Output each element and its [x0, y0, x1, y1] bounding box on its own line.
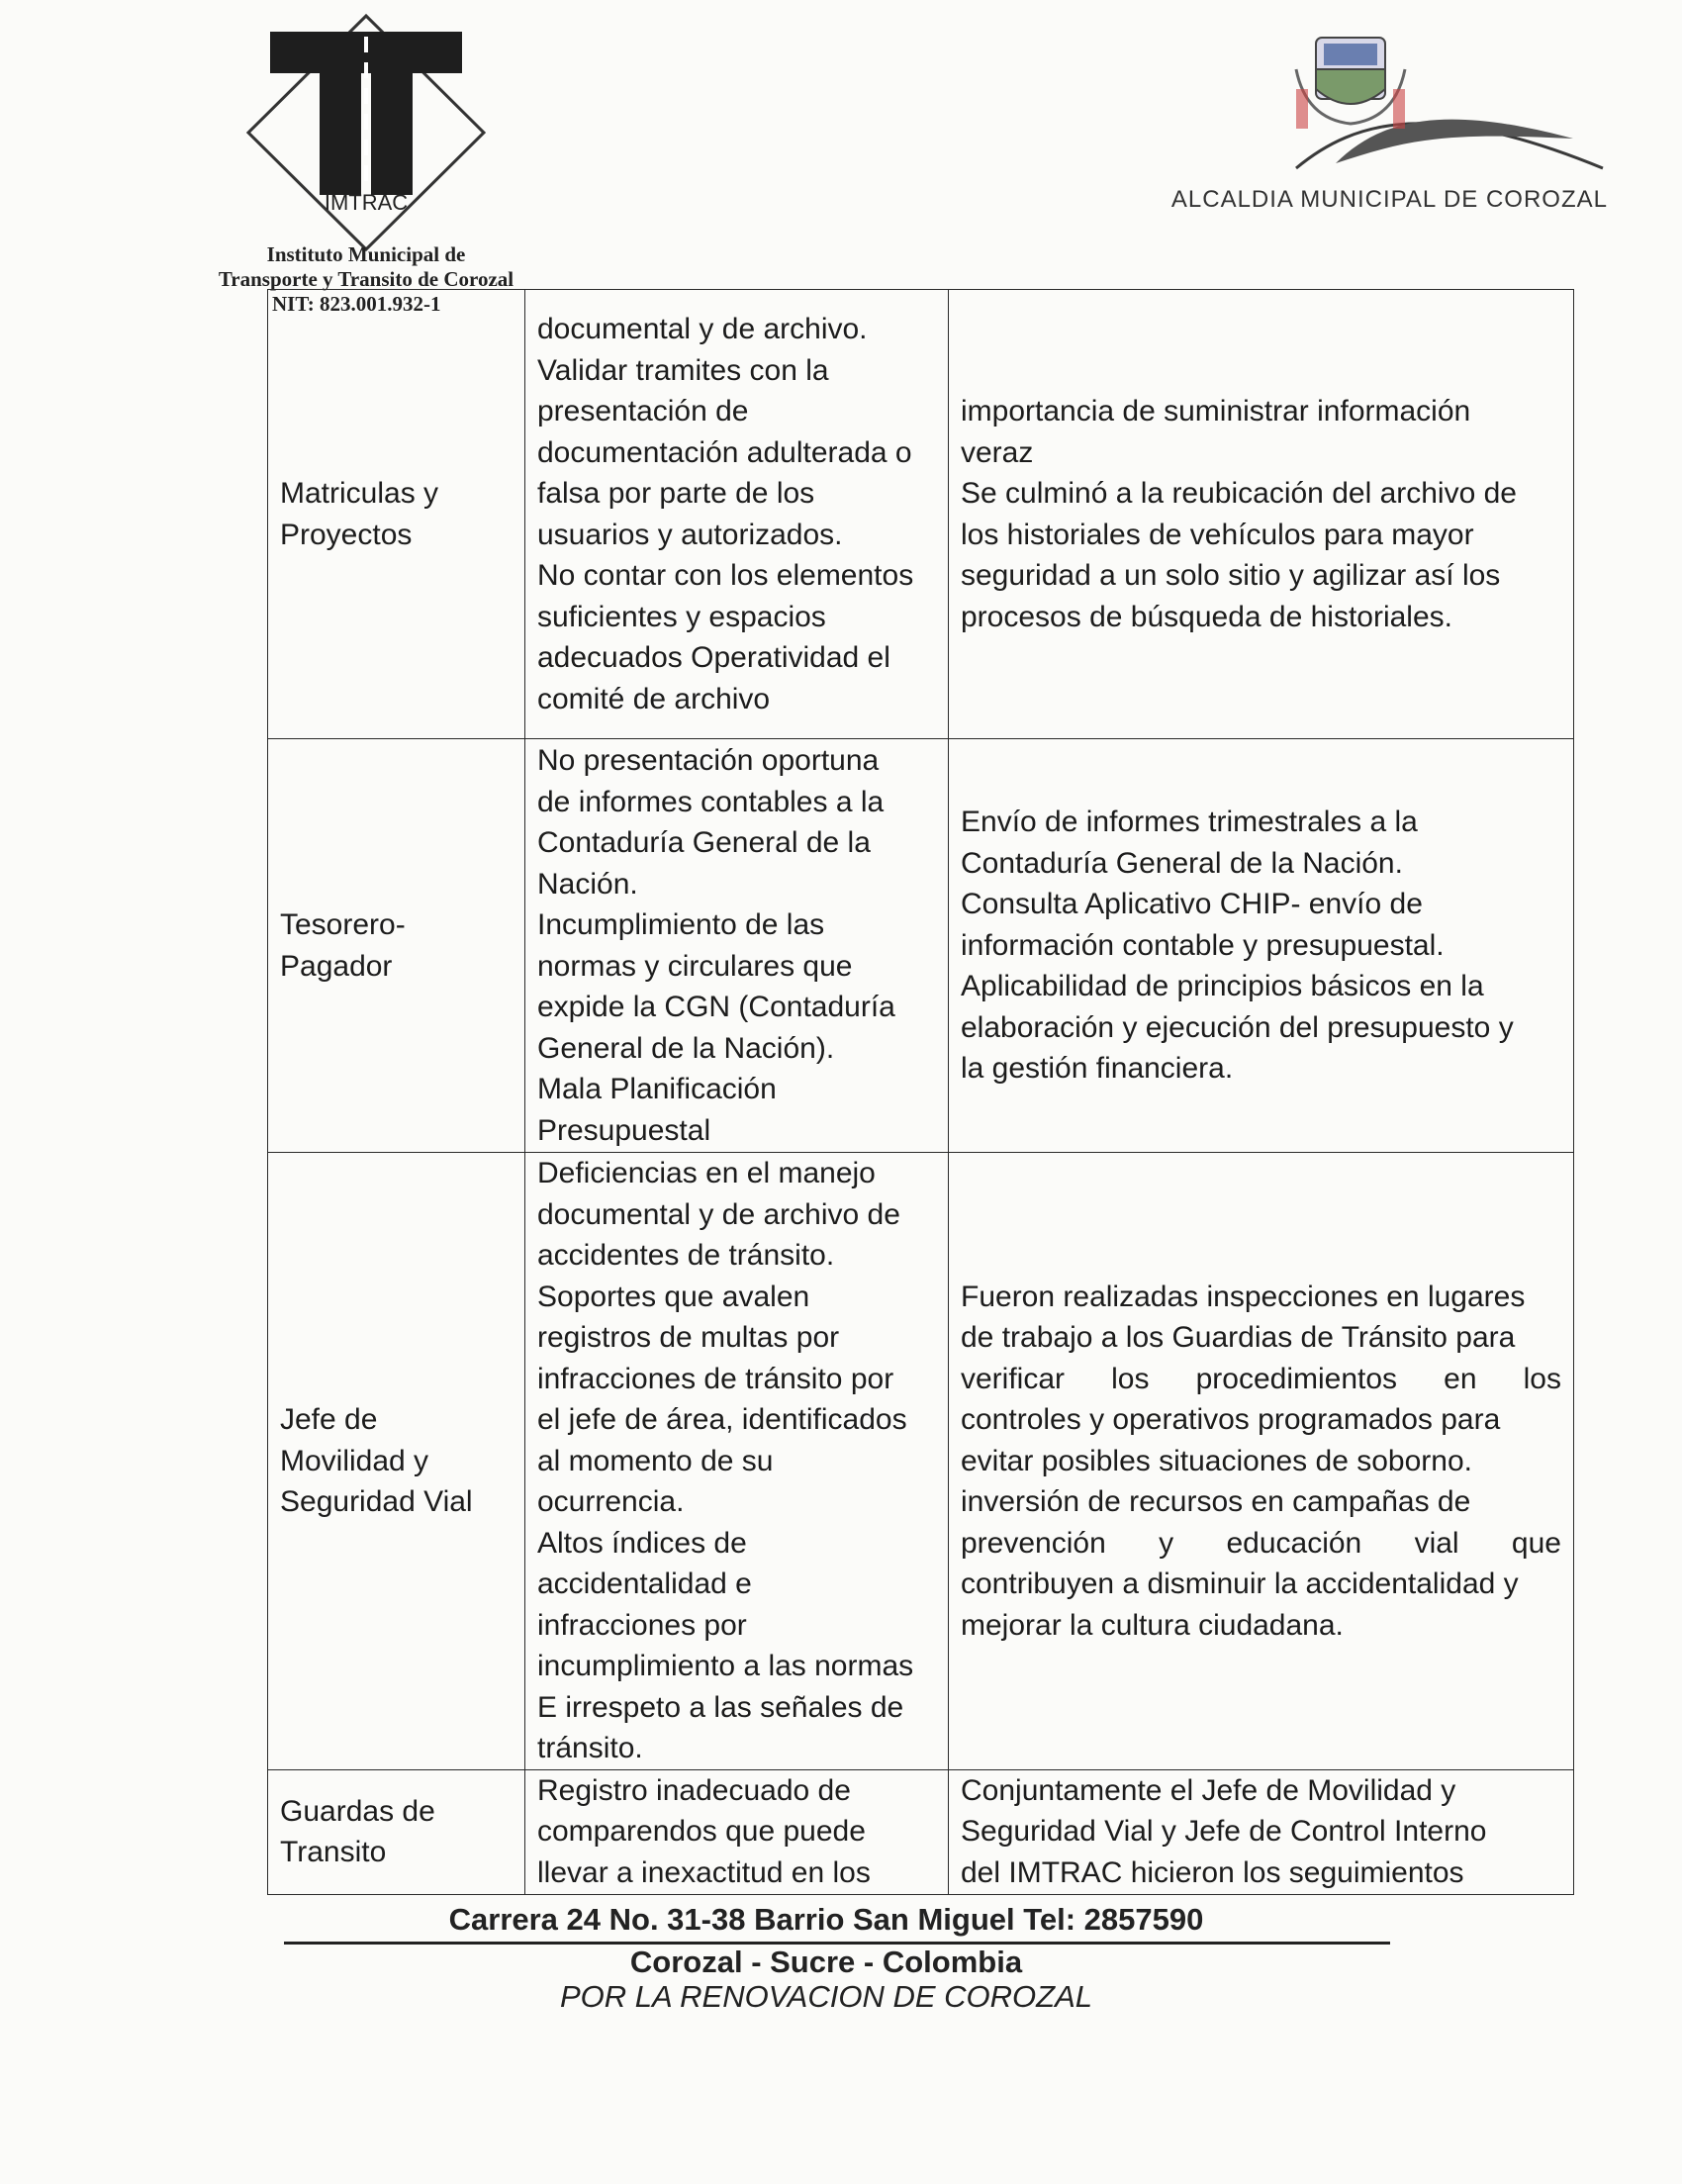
action-line: verificar los procedimientos en los — [961, 1362, 1561, 1395]
risk-line: expide la CGN (Contaduría — [537, 991, 895, 1023]
risk-line: al momento de su — [537, 1444, 774, 1477]
institute-name-line1: Instituto Municipal de — [266, 242, 466, 266]
risk-line: Soportes que avalen — [537, 1280, 810, 1313]
action-line: Fueron realizadas inspecciones en lugares — [961, 1280, 1526, 1313]
risk-line: Incumplimiento de las — [537, 908, 825, 941]
role-cell — [268, 1769, 525, 1894]
risk-line: accidentes de tránsito. — [537, 1239, 835, 1272]
risk-line: Nación. — [537, 867, 638, 901]
alcaldia-crest — [1276, 30, 1623, 178]
risk-line: documental y de archivo. — [537, 313, 868, 345]
risk-line: Presupuestal — [537, 1113, 711, 1147]
risk-line: General de la Nación). — [537, 1031, 835, 1065]
risk-line: normas y circulares que — [537, 949, 853, 983]
action-line: Seguridad Vial y Jefe de Control Interno — [961, 1815, 1487, 1849]
logo-text: IMTRAC — [324, 190, 409, 215]
risk-line: documentación adulterada o — [537, 435, 912, 469]
risk-line: llevar a inexactitud en los — [537, 1855, 871, 1889]
institute-name-line2: Transporte y Transito de Corozal — [218, 267, 514, 291]
risk-line: comité de archivo — [537, 682, 771, 715]
risk-cell — [525, 1769, 949, 1894]
risk-line: Deficiencias en el manejo — [537, 1157, 876, 1189]
risk-cell — [525, 739, 949, 1153]
action-line: seguridad a un solo sitio y agilizar así los — [961, 559, 1501, 592]
action-cell — [949, 290, 1574, 739]
risk-line: incumplimiento a las normas — [537, 1650, 914, 1682]
risk-line: suficientes y espacios — [537, 600, 826, 633]
action-line: prevención y educación vial que — [961, 1526, 1561, 1560]
alcaldia-title: ALCALDIA MUNICIPAL DE COROZAL — [1170, 186, 1608, 213]
risk-line: Registro inadecuado de — [537, 1773, 851, 1807]
role-line: Tesorero- — [280, 908, 406, 941]
action-line: Conjuntamente el Jefe de Movilidad y — [961, 1773, 1456, 1807]
risk-line: Mala Planificación — [537, 1073, 777, 1105]
risk-line: No presentación oportuna — [537, 744, 880, 777]
action-cell — [949, 739, 1574, 1153]
role-line: Pagador — [280, 949, 393, 983]
risk-line: tránsito. — [537, 1732, 643, 1764]
action-cell — [949, 1769, 1574, 1894]
action-line: los historiales de vehículos para mayor — [961, 518, 1474, 551]
footer-city: Corozal - Sucre - Colombia — [629, 1945, 1023, 1979]
action-line: Se culminó a la reubicación del archivo de — [961, 477, 1517, 510]
risk-cell — [525, 290, 949, 739]
risk-table — [267, 289, 1574, 1895]
action-line: procesos de búsqueda de historiales. — [961, 600, 1452, 633]
risk-line: comparendos que puede — [537, 1815, 866, 1849]
role-line: Transito — [280, 1836, 387, 1868]
table-row — [268, 1769, 1574, 1894]
table-row — [268, 1153, 1574, 1770]
role-cell — [268, 1153, 525, 1770]
risk-line: adecuados Operatividad el — [537, 641, 890, 674]
risk-line: E irrespeto a las señales de — [537, 1690, 904, 1724]
action-line: veraz — [961, 435, 1034, 469]
risk-line: infracciones por — [537, 1608, 747, 1642]
action-line: de trabajo a los Guardias de Tránsito para — [961, 1321, 1516, 1354]
risk-line: falsa por parte de los — [537, 477, 815, 510]
risk-line: el jefe de área, identificados — [537, 1403, 907, 1436]
action-line: evitar posibles situaciones de soborno. — [961, 1444, 1472, 1477]
footer-address: Carrera 24 No. 31-38 Barrio San Miguel Tel: 2857590 — [448, 1902, 1204, 1937]
role-line: Movilidad y — [280, 1444, 429, 1477]
risk-line: accidentalidad e — [537, 1567, 752, 1600]
risk-line: registros de multas por — [537, 1321, 840, 1354]
imtrac-logo — [242, 12, 490, 254]
action-cell — [949, 1153, 1574, 1770]
risk-line: Contaduría General de la — [537, 826, 871, 859]
action-line: Aplicabilidad de principios básicos en la — [961, 970, 1484, 1003]
role-line: Proyectos — [280, 518, 413, 551]
role-cell — [268, 739, 525, 1153]
action-line: Consulta Aplicativo CHIP- envío de — [961, 888, 1423, 921]
action-line: elaboración y ejecución del presupuesto y — [961, 1010, 1514, 1044]
action-line: mejorar la cultura ciudadana. — [961, 1608, 1344, 1642]
role-cell — [268, 290, 525, 739]
risk-line: presentación de — [537, 395, 749, 427]
risk-line: ocurrencia. — [537, 1485, 685, 1518]
risk-cell — [525, 1153, 949, 1770]
risk-line: infracciones de tránsito por — [537, 1362, 894, 1395]
action-line: importancia de suministrar información — [961, 395, 1471, 427]
risk-line: Validar tramites con la — [537, 353, 829, 387]
institute-nit: NIT: 823.001.932-1 — [272, 292, 441, 316]
risk-line: No contar con los elementos — [537, 559, 914, 592]
action-line: Contaduría General de la Nación. — [961, 846, 1403, 880]
role-line: Guardas de — [280, 1794, 435, 1828]
table-row — [268, 290, 1574, 739]
role-line: Jefe de — [280, 1403, 378, 1436]
action-line: inversión de recursos en campañas de — [961, 1485, 1471, 1518]
role-line: Matriculas y — [280, 477, 439, 510]
role-line: Seguridad Vial — [280, 1485, 473, 1518]
action-line: controles y operativos programados para — [961, 1403, 1501, 1436]
risk-line: documental y de archivo de — [537, 1197, 900, 1231]
action-line: la gestión financiera. — [961, 1052, 1234, 1086]
footer-slogan: POR LA RENOVACION DE COROZAL — [559, 1979, 1093, 2014]
action-line: Envío de informes trimestrales a la — [961, 806, 1418, 839]
table-row — [268, 739, 1574, 1153]
action-line: información contable y presupuestal. — [961, 928, 1445, 962]
risk-line: de informes contables a la — [537, 785, 885, 818]
risk-line: usuarios y autorizados. — [537, 518, 843, 551]
action-line: del IMTRAC hicieron los seguimientos — [961, 1855, 1464, 1889]
action-line: contribuyen a disminuir la accidentalidad y — [961, 1567, 1519, 1600]
risk-line: Altos índices de — [537, 1526, 747, 1560]
